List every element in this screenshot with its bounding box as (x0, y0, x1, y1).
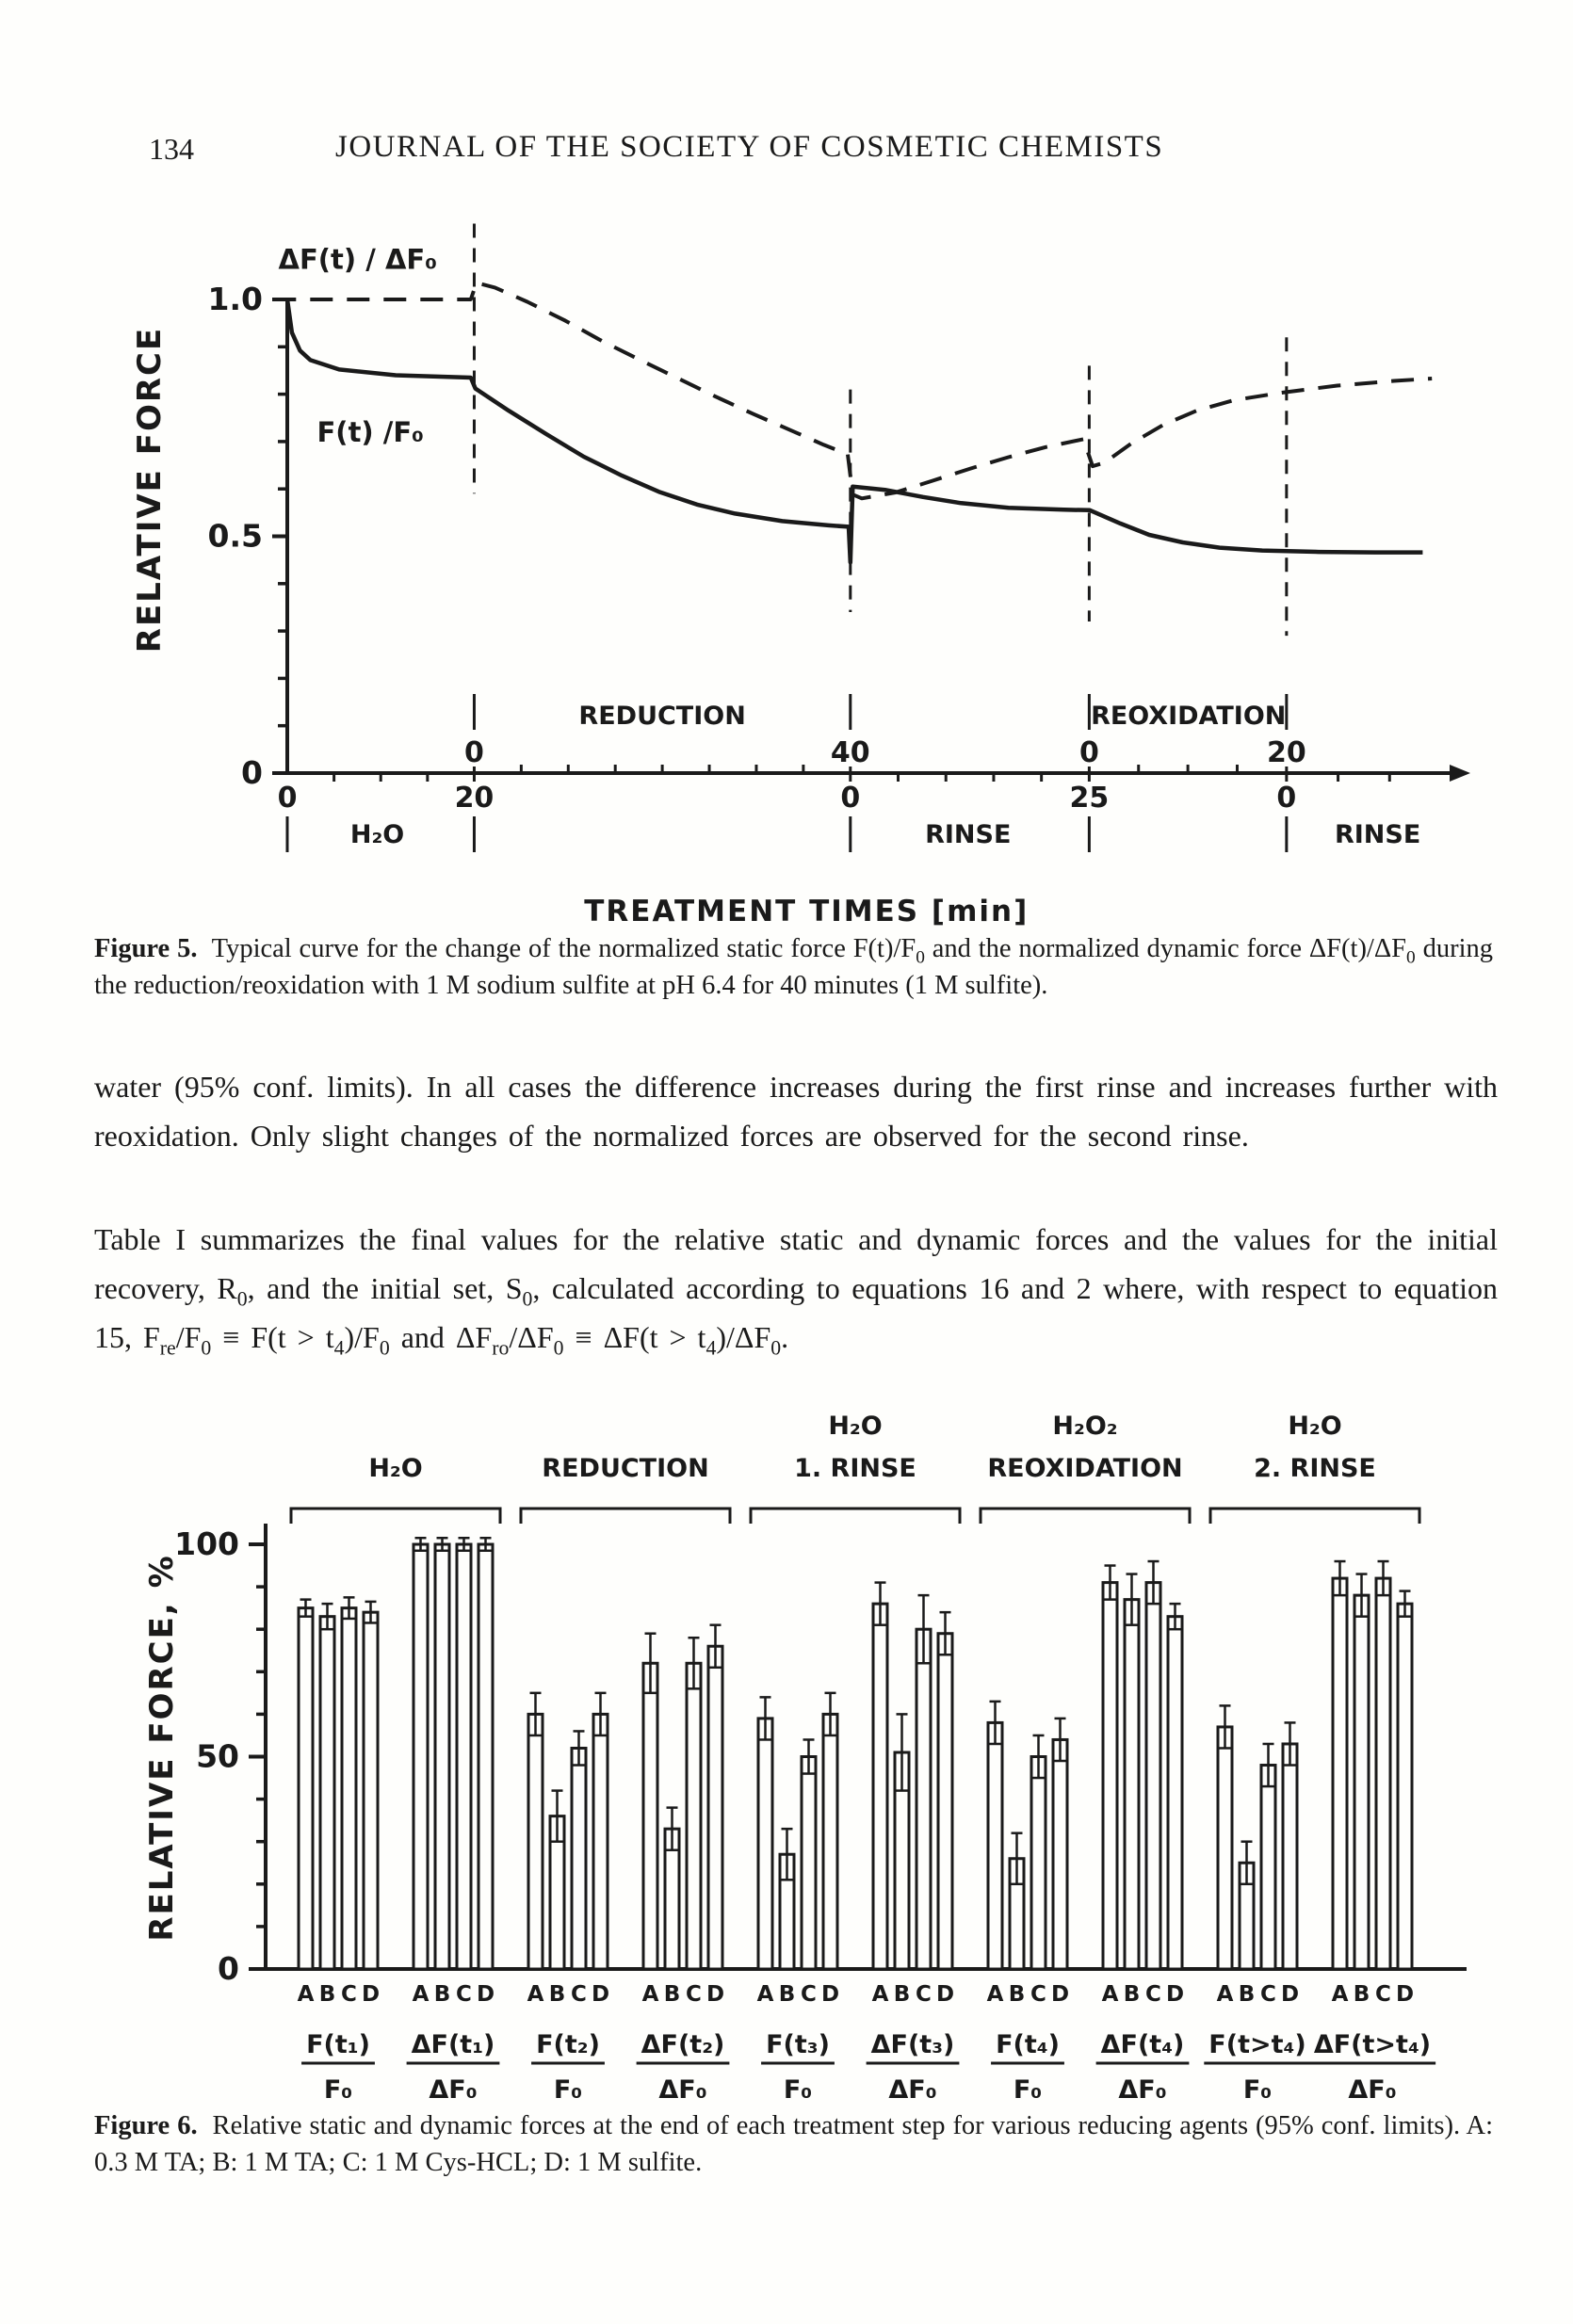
svg-text:C: C (1145, 1982, 1161, 2007)
svg-text:F(t₂): F(t₂) (536, 2030, 600, 2059)
svg-text:0: 0 (1276, 782, 1297, 815)
svg-text:ΔF(t₄): ΔF(t₄) (1100, 2030, 1185, 2059)
svg-text:D: D (1280, 1982, 1300, 2007)
svg-text:H₂O₂: H₂O₂ (1052, 1412, 1118, 1441)
svg-text:0: 0 (241, 754, 263, 791)
svg-text:ΔF(t) / ΔF₀: ΔF(t) / ΔF₀ (278, 243, 437, 276)
figure5-caption: Figure 5. Typical curve for the change of the normalized static force $F(t)/F_0$ and the normalized dynamic force $\Delta F(t)/\Delta F_0$ during the reduction/reoxidation with 1 M sodium sulfite at pH 6.4 for 40 minutes (1 M sulfite). (94, 934, 1493, 1000)
svg-text:B: B (1123, 1982, 1141, 2007)
svg-text:RINSE: RINSE (925, 820, 1012, 849)
svg-text:D: D (1395, 1982, 1415, 2007)
svg-text:D: D (1165, 1982, 1185, 2007)
svg-text:A: A (1331, 1982, 1349, 2007)
svg-text:B: B (663, 1982, 681, 2007)
svg-text:0: 0 (218, 1950, 239, 1987)
svg-text:C: C (686, 1982, 702, 2007)
svg-text:H₂O: H₂O (828, 1412, 883, 1441)
svg-text:A: A (1101, 1982, 1119, 2007)
svg-text:40: 40 (830, 736, 870, 769)
svg-text:A: A (871, 1982, 889, 2007)
svg-text:0.5: 0.5 (207, 517, 263, 555)
svg-text:0: 0 (277, 782, 298, 815)
svg-text:A: A (986, 1982, 1004, 2007)
svg-text:TREATMENT TIMES [min]: TREATMENT TIMES [min] (584, 895, 1030, 928)
svg-text:C: C (916, 1982, 932, 2007)
svg-text:C: C (801, 1982, 817, 2007)
svg-text:0: 0 (464, 736, 484, 769)
svg-text:H₂O: H₂O (349, 820, 405, 849)
svg-text:A: A (412, 1982, 430, 2007)
svg-text:REOXIDATION: REOXIDATION (987, 1454, 1183, 1483)
page-number: 134 (149, 132, 194, 166)
svg-text:B: B (548, 1982, 566, 2007)
svg-text:F(t₁): F(t₁) (306, 2030, 370, 2059)
svg-text:D: D (1050, 1982, 1070, 2007)
svg-text:B: B (318, 1982, 336, 2007)
svg-text:0: 0 (840, 782, 861, 815)
svg-text:B: B (1008, 1982, 1026, 2007)
body-paragraph-2: Table I summarizes the final values for the relative static and dynamic forces and the values for the initial recovery, $R_0$, and the initial set, $S_0$, calculated according to equations 16 and 2 where, with respect to equation 15, $F_{re}/F_0 \equiv F(t > t_4)/F_0$ and $\Delta F_{ro}/\Delta F_0 \equiv \Delta F(t > t_4)/\Delta F_0$. (94, 1222, 1499, 1360)
svg-text:C: C (1260, 1982, 1276, 2007)
svg-text:A: A (527, 1982, 544, 2007)
svg-text:1. RINSE: 1. RINSE (794, 1454, 916, 1483)
figure6-bar-chart (89, 1382, 1549, 2117)
svg-text:A: A (1216, 1982, 1234, 2007)
svg-text:C: C (341, 1982, 357, 2007)
svg-text:20: 20 (454, 782, 495, 815)
svg-text:ΔF₀: ΔF₀ (429, 2075, 478, 2105)
svg-text:ΔF(t₃): ΔF(t₃) (870, 2030, 955, 2059)
svg-text:D: D (476, 1982, 495, 2007)
svg-text:B: B (1353, 1982, 1370, 2007)
svg-text:F₀: F₀ (323, 2075, 353, 2105)
svg-text:ΔF₀: ΔF₀ (1348, 2075, 1397, 2105)
svg-text:D: D (935, 1982, 955, 2007)
svg-text:ΔF₀: ΔF₀ (1118, 2075, 1167, 2105)
svg-text:1.0: 1.0 (207, 281, 263, 317)
svg-text:F(t₄): F(t₄) (996, 2030, 1060, 2059)
figure6-caption: Figure 6. Relative static and dynamic forces at the end of each treatment step for various reducing agents (95% conf. limits). A: 0.3 M TA; B: 1 M TA; C: 1 M Cys-HCL; D: 1 M sulfite. (94, 2111, 1493, 2177)
svg-text:F₀: F₀ (1013, 2075, 1043, 2105)
svg-text:RELATIVE FORCE: RELATIVE FORCE (131, 326, 169, 654)
svg-text:100: 100 (174, 1525, 239, 1562)
svg-text:H₂O: H₂O (1288, 1412, 1342, 1441)
body-paragraph-1: water (95% conf. limits). In all cases the difference increases during the first rinse and increases further with reoxidation. Only slight changes of the normalized forces are observed for the second rinse. (94, 1070, 1498, 1153)
svg-text:D: D (705, 1982, 725, 2007)
svg-text:C: C (571, 1982, 587, 2007)
svg-text:F(t) /F₀: F(t) /F₀ (316, 415, 424, 448)
svg-text:ΔF(t₂): ΔF(t₂) (641, 2030, 725, 2059)
svg-text:F₀: F₀ (783, 2075, 813, 2105)
svg-text:C: C (1030, 1982, 1046, 2007)
svg-text:REDUCTION: REDUCTION (542, 1454, 709, 1483)
svg-text:F₀: F₀ (553, 2075, 583, 2105)
svg-text:D: D (361, 1982, 381, 2007)
svg-text:REOXIDATION: REOXIDATION (1091, 702, 1287, 731)
journal-title: JOURNAL OF THE SOCIETY OF COSMETIC CHEMISTS (335, 130, 1164, 164)
svg-text:C: C (1375, 1982, 1391, 2007)
svg-text:A: A (641, 1982, 659, 2007)
svg-text:ΔF₀: ΔF₀ (658, 2075, 707, 2105)
svg-text:D: D (820, 1982, 840, 2007)
svg-text:D: D (591, 1982, 610, 2007)
svg-text:ΔF₀: ΔF₀ (888, 2075, 937, 2105)
svg-text:B: B (1238, 1982, 1256, 2007)
svg-text:F(t₃): F(t₃) (766, 2030, 830, 2059)
svg-text:0: 0 (1078, 736, 1099, 769)
svg-text:ΔF(t>t₄): ΔF(t>t₄) (1313, 2030, 1432, 2059)
svg-text:B: B (893, 1982, 911, 2007)
svg-text:20: 20 (1266, 736, 1306, 769)
svg-text:A: A (756, 1982, 774, 2007)
svg-text:F(t>t₄): F(t>t₄) (1208, 2030, 1306, 2059)
svg-text:B: B (433, 1982, 451, 2007)
svg-text:B: B (778, 1982, 796, 2007)
svg-text:50: 50 (196, 1737, 239, 1775)
svg-text:RELATIVE FORCE, %: RELATIVE FORCE, % (143, 1554, 181, 1942)
svg-text:25: 25 (1069, 782, 1110, 815)
svg-text:2. RINSE: 2. RINSE (1254, 1454, 1376, 1483)
svg-text:A: A (297, 1982, 315, 2007)
svg-text:RINSE: RINSE (1334, 820, 1421, 849)
svg-text:REDUCTION: REDUCTION (578, 702, 746, 731)
svg-text:ΔF(t₁): ΔF(t₁) (411, 2030, 495, 2059)
figure5-line-chart (89, 179, 1484, 932)
svg-text:F₀: F₀ (1242, 2075, 1273, 2105)
svg-text:H₂O: H₂O (368, 1454, 423, 1483)
svg-text:C: C (456, 1982, 472, 2007)
